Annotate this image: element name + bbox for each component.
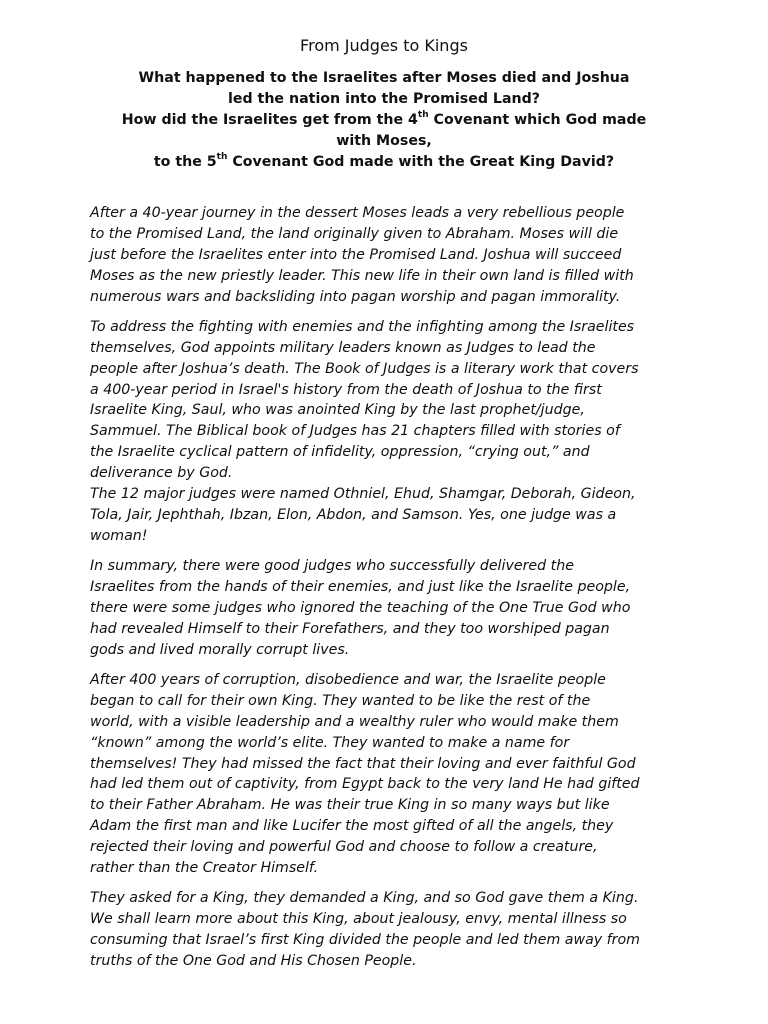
paragraph-line: woman! [90,527,148,544]
question-line: with Moses, [336,133,432,149]
paragraph-line: Tola, Jair, Jephthah, Ibzan, Elon, Abdon, and Samson. Yes, one judge was a [90,506,617,523]
paragraph-line: there were some judges who ignored the teaching of the One True God who [90,599,631,616]
paragraph-line: numerous wars and backsliding into pagan worship and pagan immorality. [90,288,621,305]
paragraph-line: to the Promised Land, the land originally given to Abraham. Moses will die [90,225,619,242]
question-line [96,152,672,173]
guiding-questions [96,68,672,173]
paragraph-line: themselves, God appoints military leaders known as Judges to lead the [90,339,596,356]
paragraph-line: rejected their loving and powerful God and choose to follow a creature, [90,839,598,856]
paragraph-line: After a 40-year journey in the dessert Moses leads a very rebellious people [90,205,625,221]
paragraph-line: people after Joshua’s death. The Book of Judges is a literary work that covers [90,360,639,377]
paragraph-line: just before the Israelites enter into the Promised Land. Joshua will succeed [90,246,622,263]
paragraph-line: gods and lived morally corrupt lives. [90,641,350,658]
paragraph-line: world, with a visible leadership and a wealthy ruler who would make them [90,713,619,730]
paragraph-line: “known” among the world’s elite. They wanted to make a name for [90,734,570,751]
paragraph-line: Moses as the new priestly leader. This new life in their own land is filled with [90,267,634,284]
body-paragraph [90,888,684,972]
paragraph-line: They asked for a King, they demanded a King, and so God gave them a King. [90,890,639,907]
paragraph-line: truths of the One God and His Chosen People. [90,953,417,969]
question-text: Covenant which God made [428,112,647,128]
paragraph-line: Sammuel. The Biblical book of Judges has 21 chapters filled with stories of [90,423,620,440]
body-paragraph [90,203,684,308]
body-paragraph [90,317,684,547]
paragraph-line: We shall learn more about this King, about jealousy, envy, mental illness so [90,911,627,928]
paragraph-line: began to call for their own King. They wanted to be like the rest of the [90,692,591,709]
paragraph-line: rather than the Creator Himself. [90,860,319,877]
question-text: How did the Israelites get from the 4 [121,112,418,128]
paragraph-line: In summary, there were good judges who successfully delivered the [90,558,574,575]
paragraph-line: themselves! They had missed the fact that their loving and ever faithful God [90,755,636,772]
paragraph-line: to their Father Abraham. He was their true King in so many ways but like [90,797,610,814]
body-paragraph [90,670,684,879]
paragraph-line: a 400-year period in Israel's history from the death of Joshua to the first [90,381,602,398]
paragraph-line: had led them out of captivity, from Egypt back to the very land He had gifted [90,776,640,793]
paragraph-line: Adam the first man and like Lucifer the most gifted of all the angels, they [90,818,614,835]
ordinal-suffix: th [417,110,429,121]
paragraph-line: Israelite King, Saul, who was anointed King by the last prophet/judge, [90,402,585,419]
body-text [90,203,684,981]
page-title: From Judges to Kings [300,36,468,55]
paragraph-line: deliverance by God. [90,465,233,482]
paragraph-line: the Israelite cyclical pattern of infidelity, oppression, “crying out,” and [90,444,590,461]
paragraph-line: Israelites from the hands of their enemies, and just like the Israelite people, [90,579,631,595]
paragraph-line: To address the fighting with enemies and the infighting among the Israelites [90,318,635,335]
ordinal-suffix: th [216,152,228,163]
paragraph-line: The 12 major judges were named Othniel, Ehud, Shamgar, Deborah, Gideon, [90,486,636,503]
question-line: What happened to the Israelites after Moses died and Joshua [138,70,630,86]
paragraph-line: After 400 years of corruption, disobedience and war, the Israelite people [90,671,606,688]
question-line: led the nation into the Promised Land? [227,91,541,107]
body-paragraph [90,556,684,661]
question-line [96,110,672,131]
paragraph-line: had revealed Himself to their Forefathers, and they too worshiped pagan [90,620,610,637]
question-text: to the 5 [153,154,217,170]
question-text: Covenant God made with the Great King David? [227,154,615,170]
paragraph-line: consuming that Israel’s first King divided the people and led them away from [90,932,641,949]
